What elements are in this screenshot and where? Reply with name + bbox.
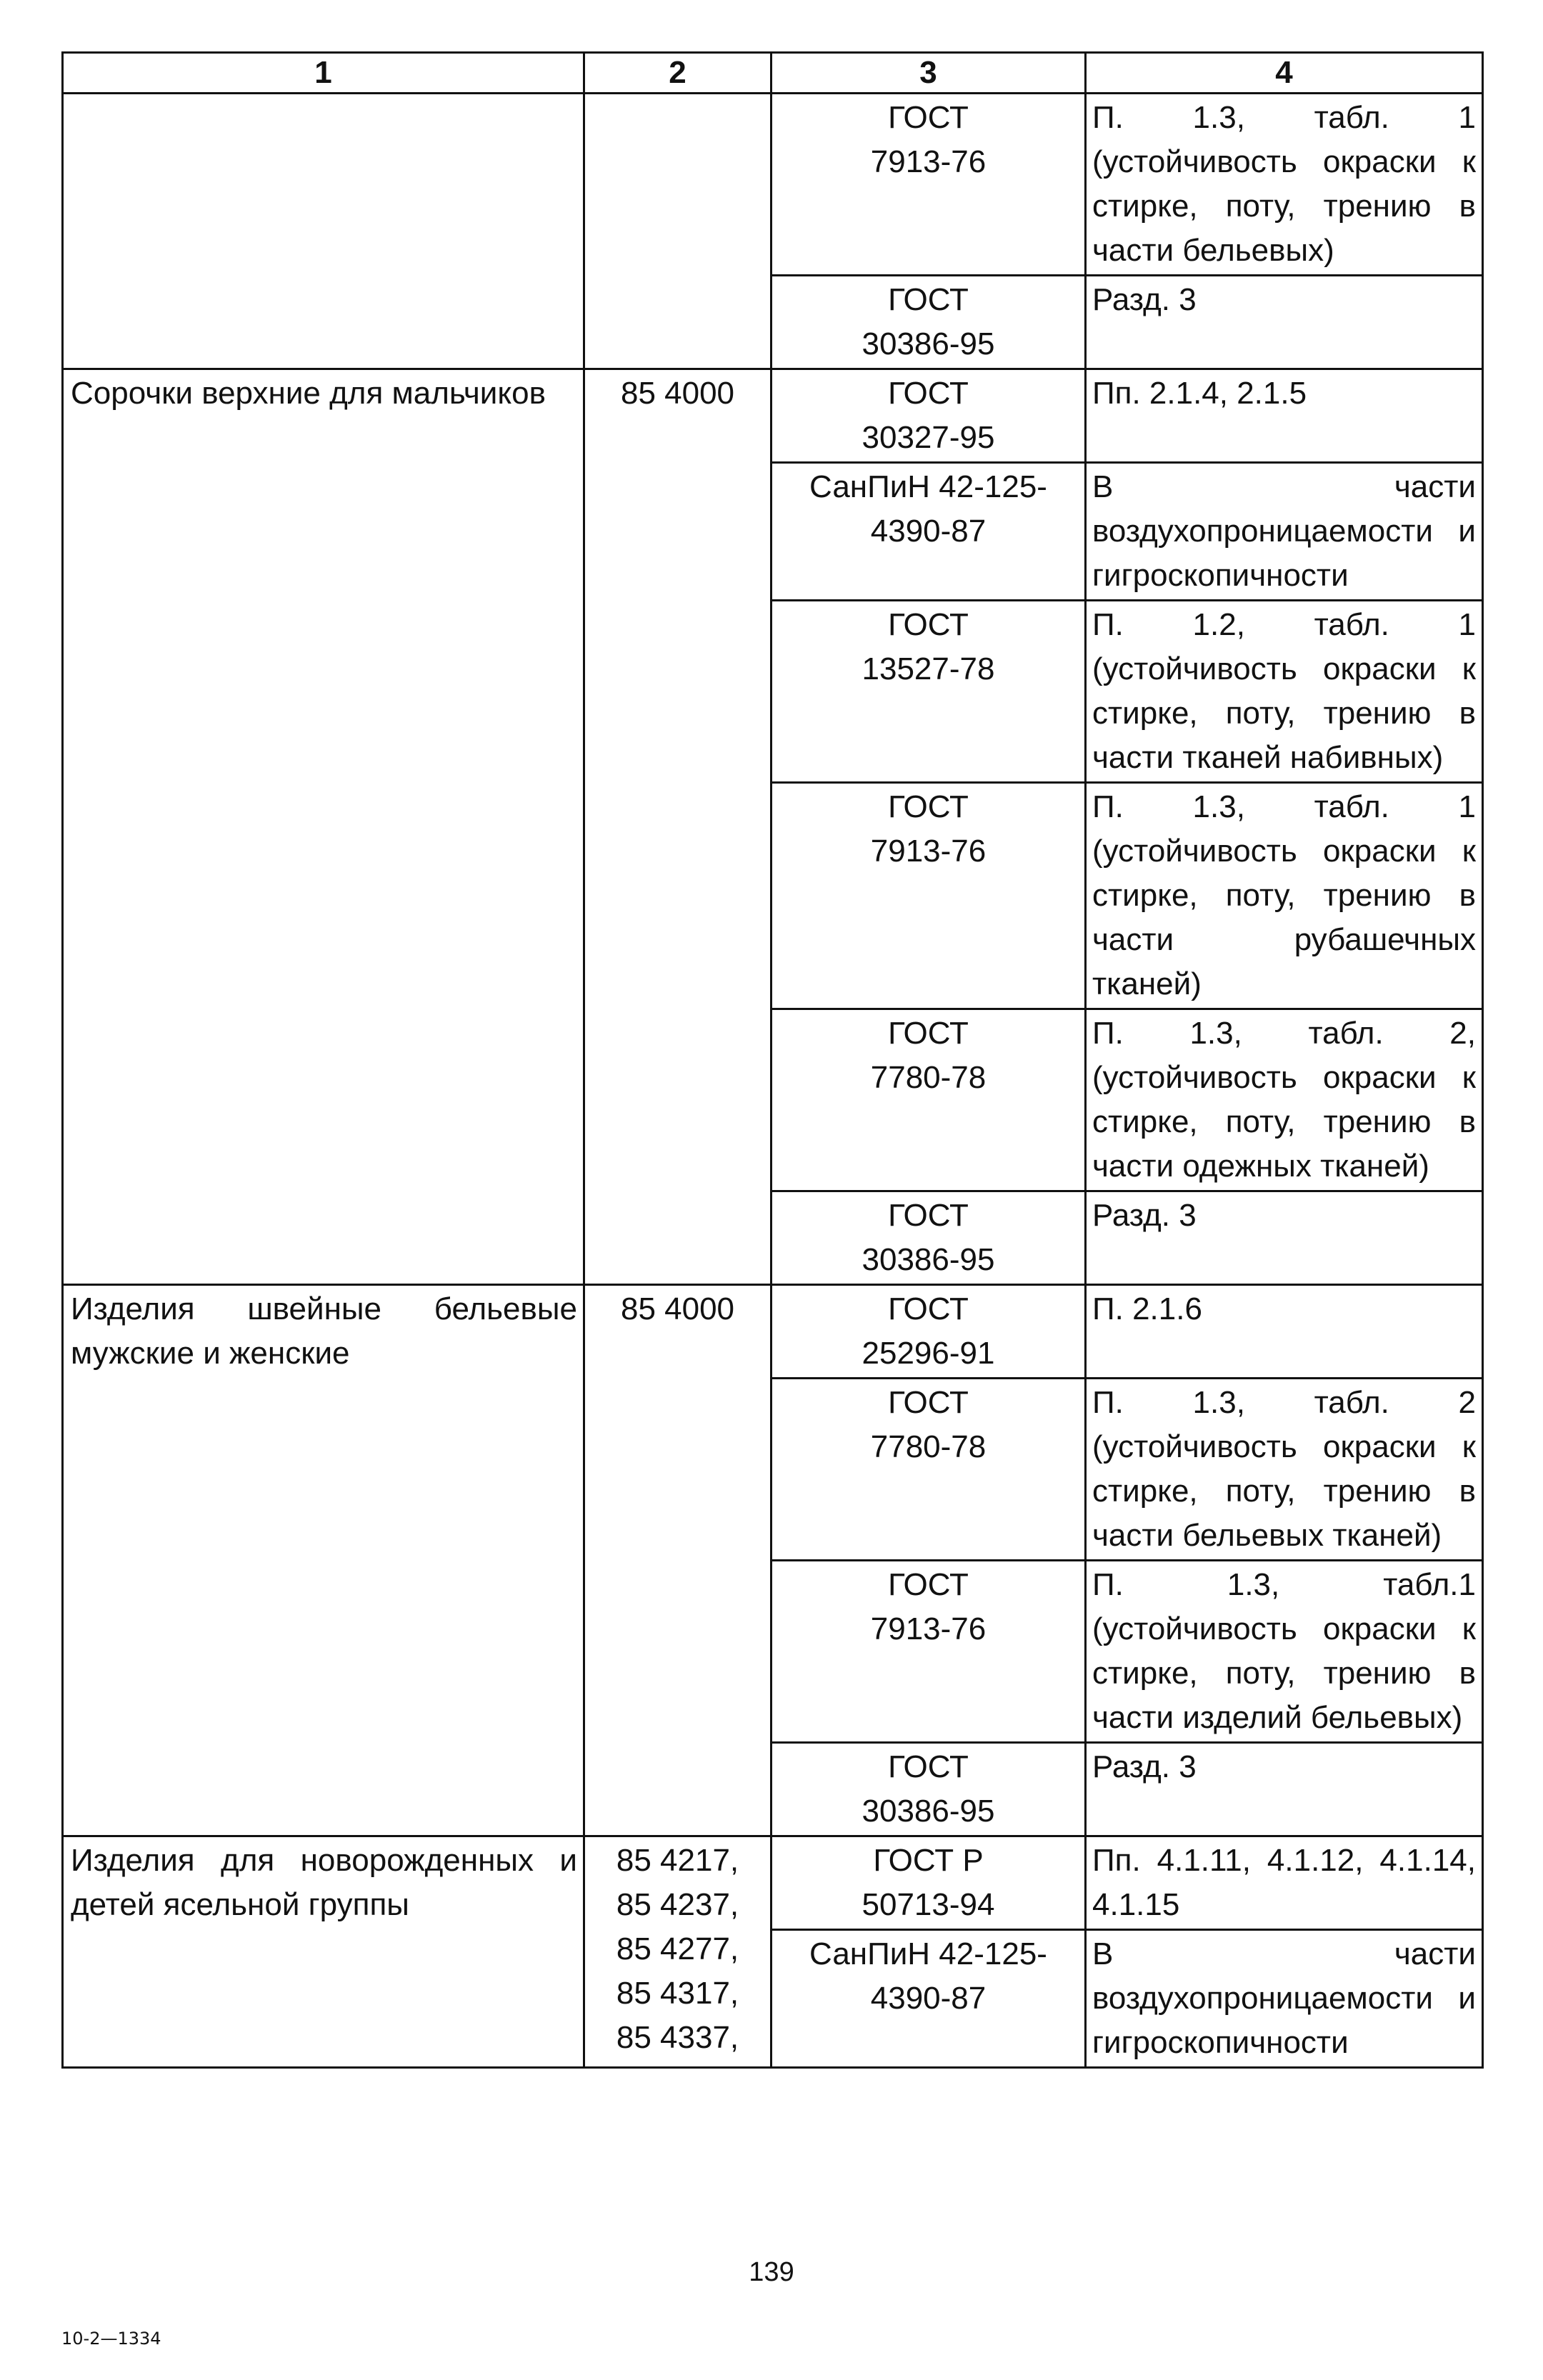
requirement-cell: Разд. 3 (1086, 1743, 1483, 1836)
table-row (63, 1836, 1483, 1930)
page-number: 139 (749, 2257, 794, 2287)
requirement-cell: П. 1.3, табл. 1 (устойчивость окраски к стирке, поту, трению в части бельевых) (1086, 94, 1483, 276)
product-name-cell: Изделия швейные бельевые мужские и женские (63, 1285, 584, 1836)
product-code-cell (584, 94, 772, 369)
requirement-cell: В части воздухопроницаемости и гигроскопичности (1086, 463, 1483, 601)
standard-cell: ГОСТ 13527-78 (772, 601, 1086, 783)
table-row (63, 369, 1483, 463)
standards-table-container (61, 51, 1484, 2069)
requirement-cell: Пп. 4.1.11, 4.1.12, 4.1.14, 4.1.15 (1086, 1836, 1483, 1930)
standards-table (61, 51, 1484, 2069)
product-code-cell: 85 4217, 85 4237, 85 4277, 85 4317, 85 4337, (584, 1836, 772, 2068)
requirement-cell: Разд. 3 (1086, 1191, 1483, 1285)
standard-cell: ГОСТ 7913-76 (772, 1561, 1086, 1743)
product-code-cell: 85 4000 (584, 1285, 772, 1836)
requirement-cell: П. 1.3, табл. 2 (устойчивость окраски к стирке, поту, трению в части бельевых тканей) (1086, 1379, 1483, 1561)
table-row (63, 1285, 1483, 1379)
requirement-cell: Разд. 3 (1086, 276, 1483, 369)
standard-cell: ГОСТ 7913-76 (772, 94, 1086, 276)
product-name-cell: Изделия для новорожденных и детей ясельной группы (63, 1836, 584, 2068)
requirement-cell: П. 1.3, табл. 1 (устойчивость окраски к стирке, поту, трению в части рубашечных тканей) (1086, 783, 1483, 1009)
requirement-cell: Пп. 2.1.4, 2.1.5 (1086, 369, 1483, 463)
product-code-cell: 85 4000 (584, 369, 772, 1285)
requirement-cell: П. 1.3, табл.1 (устойчивость окраски к стирке, поту, трению в части изделий бельевых) (1086, 1561, 1483, 1743)
standard-cell: ГОСТ Р 50713-94 (772, 1836, 1086, 1930)
standard-cell: ГОСТ 25296-91 (772, 1285, 1086, 1379)
header-col-4: 4 (1086, 53, 1483, 94)
header-col-2: 2 (584, 53, 772, 94)
standard-cell: ГОСТ 30386-95 (772, 1743, 1086, 1836)
standard-cell: ГОСТ 30386-95 (772, 276, 1086, 369)
header-col-1: 1 (63, 53, 584, 94)
standard-cell: ГОСТ 30327-95 (772, 369, 1086, 463)
requirement-cell: П. 2.1.6 (1086, 1285, 1483, 1379)
header-col-3: 3 (772, 53, 1086, 94)
standard-cell: СанПиН 42-125- 4390-87 (772, 463, 1086, 601)
standard-cell: ГОСТ 30386-95 (772, 1191, 1086, 1285)
requirement-cell: В части воздухопроницаемости и гигроскопичности (1086, 1930, 1483, 2068)
standard-cell: ГОСТ 7913-76 (772, 783, 1086, 1009)
product-name-cell (63, 94, 584, 369)
table-body (63, 94, 1483, 2068)
standard-cell: СанПиН 42-125- 4390-87 (772, 1930, 1086, 2068)
footer-code: 10-2—1334 (61, 2329, 161, 2349)
standard-cell: ГОСТ 7780-78 (772, 1379, 1086, 1561)
standard-cell: ГОСТ 7780-78 (772, 1009, 1086, 1191)
requirement-cell: П. 1.3, табл. 2, (устойчивость окраски к стирке, поту, трению в части одежных тканей) (1086, 1009, 1483, 1191)
header-row (63, 53, 1483, 94)
table-row (63, 94, 1483, 276)
requirement-cell: П. 1.2, табл. 1 (устойчивость окраски к стирке, поту, трению в части тканей набивных) (1086, 601, 1483, 783)
product-name-cell: Сорочки верхние для мальчиков (63, 369, 584, 1285)
